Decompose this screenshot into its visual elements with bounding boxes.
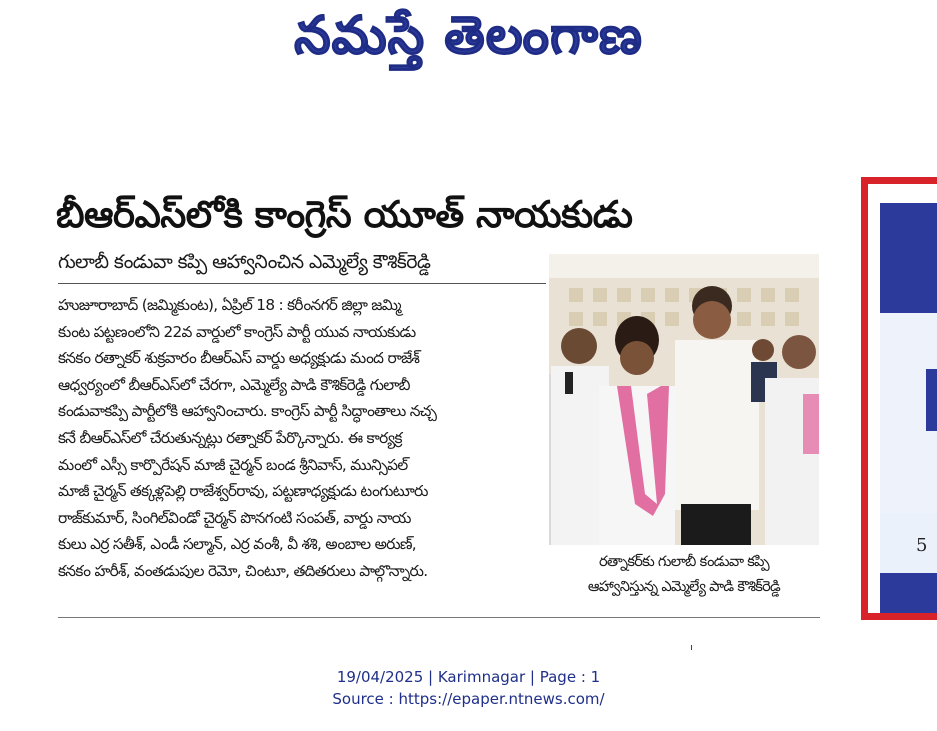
photo-caption [549,550,819,600]
body-line: ఆధ్వర్యంలో బీఆర్ఎస్‌లో చేరగా, ఎమ్మెల్యే పాడి కౌశిక్‌రెడ్డి గులాబీ [58,375,410,394]
body-line: కనకం హరీశ్, వంతడుపుల రెమో, చింటూ, తదితరులు పాల్గొన్నారు. [58,561,428,580]
body-line: మాజీ చైర్మన్ తక్కళ్లపెల్లి రాజేశ్వర్‌రావు, పట్టణాధ్యక్షుడు టంగుటూరు [58,482,428,501]
article-body [58,292,548,585]
subheadline-divider [58,283,546,284]
body-line: మంలో ఎస్సీ కార్పొరేషన్ మాజీ చైర్మన్ బండ శ్రీనివాస్, మున్సిపల్ [58,455,408,474]
page-tick-mark [691,645,692,650]
newspaper-masthead [0,0,937,80]
body-line: కులు ఎర్ర సతీశ్, ఎండీ సల్మాన్, ఎర్ర వంశీ, వీ శశి, అంబాల అరుణ్, [58,535,416,554]
body-line: కండువాకప్పి పార్టీలోకి ఆహ్వానించారు. కాంగ్రెస్ పార్టీ సిద్ధాంతాలు నచ్చ [58,402,437,421]
caption-line: ఆహ్వానిస్తున్న ఎమ్మెల్యే పాడి కౌశిక్‌రెడ్డి [587,579,781,595]
body-line: కనే బీఆర్ఎస్‌లో చేరుతున్నట్లు రత్నాకర్ పేర్కొన్నారు. ఈ కార్యక్ర [58,428,402,447]
edition-info: 19/04/2025 | Karimnagar | Page : 1 [336,668,601,686]
article-bottom-divider [58,617,820,618]
body-line: కుంట పట్టణంలోని 22వ వార్డులో కాంగ్రెస్ పార్టీ యువ నాయకుడు [58,322,416,341]
source-link[interactable]: Source : https://epaper.ntnews.com/ [332,690,605,708]
ad-top-block [880,203,937,313]
masthead-title: నమస్తే తెలంగాణ [294,6,643,66]
ad-number-box [880,513,937,573]
body-line: హుజూరాబాద్ (జమ్మికుంట), ఏప్రిల్ 18 : కరీంనగర్ జిల్లా జమ్మి [58,296,401,314]
ad-number: 5 [916,535,928,556]
body-line: కనకం రత్నాకర్ శుక్రవారం బీఆర్ఎస్ వార్డు అధ్యక్షుడు మంద రాజేశ్ [58,349,420,368]
article-headline: బీఆర్ఎస్‌లోకి కాంగ్రెస్ యూత్ నాయకుడు [56,193,633,236]
article-photo [549,254,819,545]
ad-bottom-block [880,573,937,613]
caption-line: రత్నాకర్‌కు గులాబీ కండువా కప్పి [599,554,769,570]
ad-glyph-shape [926,369,937,431]
body-line: రాజ్‌కుమార్, సింగిల్‌విండో చైర్మన్ పొనగంటి సంపత్, వార్డు నాయ [58,508,411,527]
footer [0,666,937,710]
article-subheadline: గులాబీ కండువా కప్పి ఆహ్వానించిన ఎమ్మెల్యే కౌశిక్‌రెడ్డి [58,251,431,273]
side-advertisement [861,177,937,620]
